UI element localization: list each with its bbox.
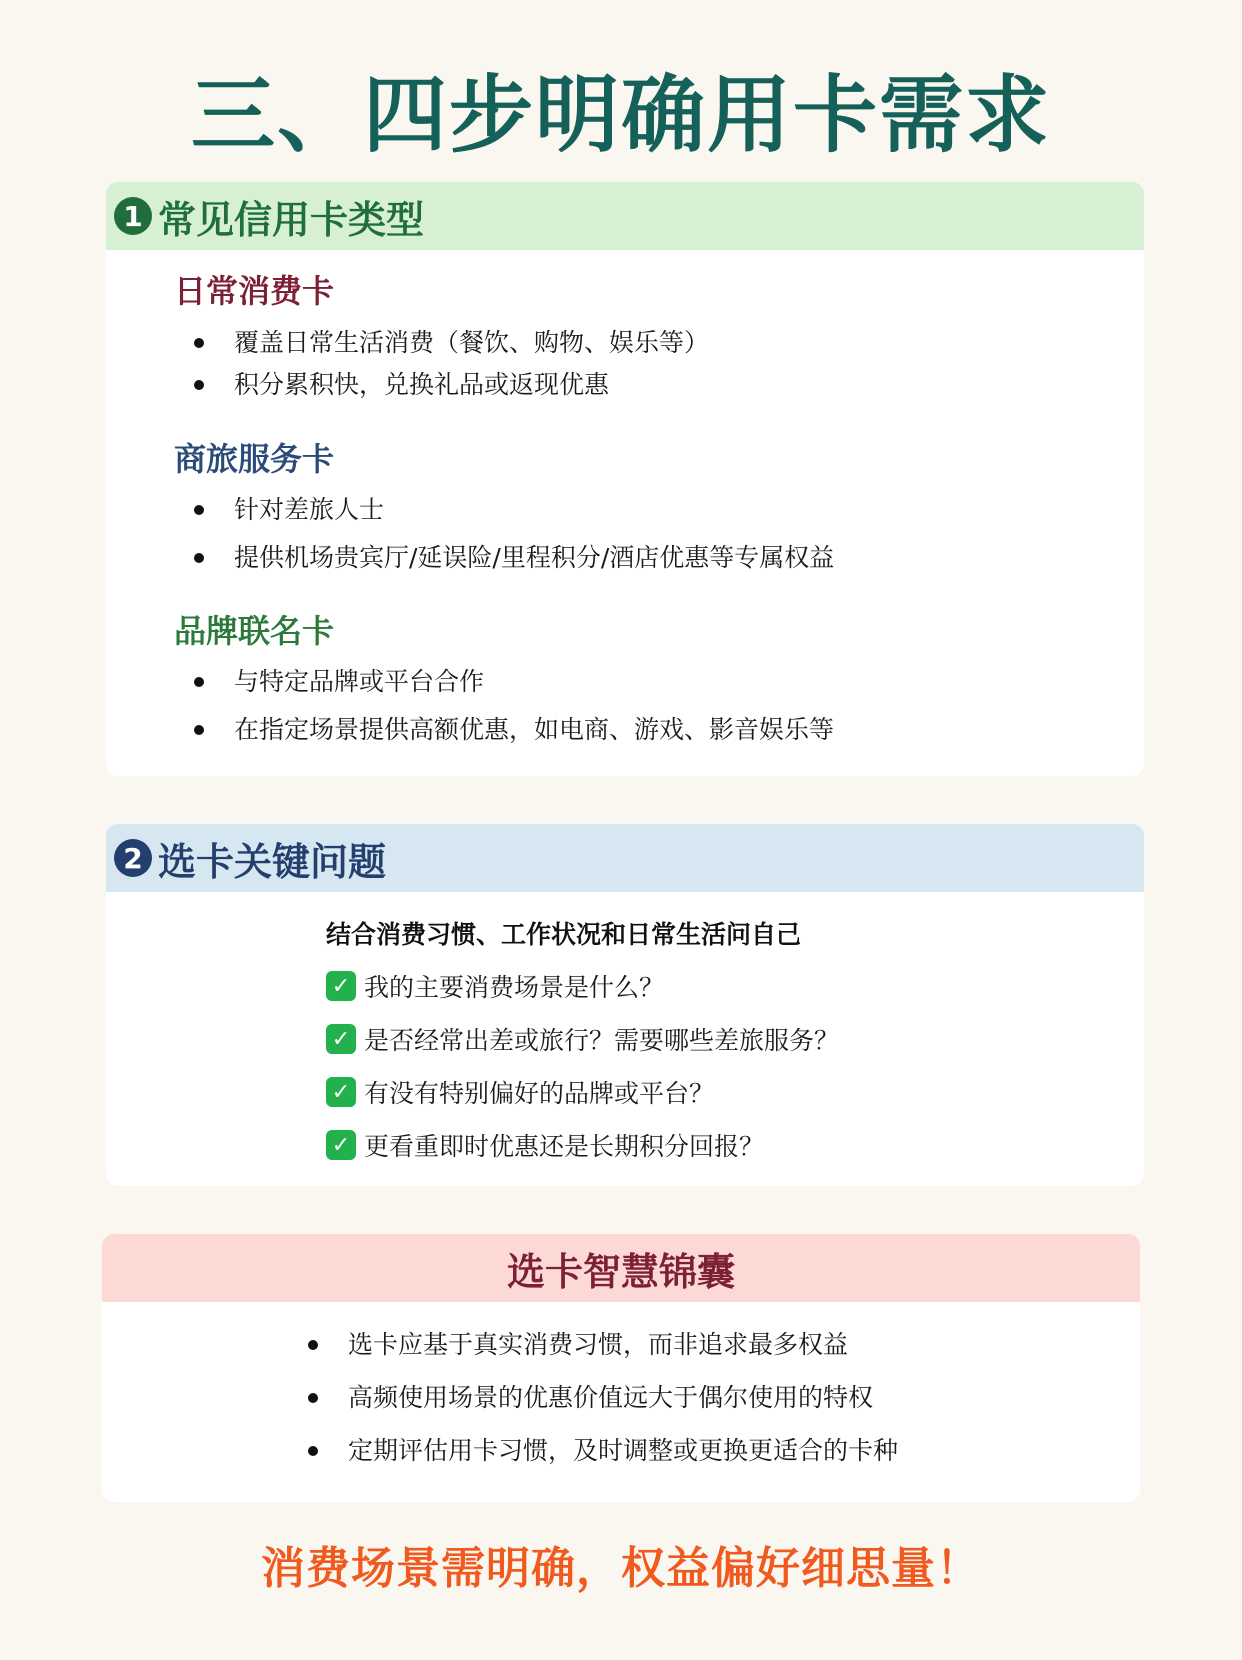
card-group	[106, 434, 834, 582]
question-text: 我的主要消费场景是什么？	[364, 973, 665, 1002]
question-item	[326, 960, 839, 1012]
key-questions-section	[106, 824, 1144, 1186]
check-icon: ✓	[326, 971, 356, 1001]
list-item: 覆盖日常生活消费（餐饮、购物、娱乐等）	[188, 322, 709, 364]
card-group-title: 商旅服务卡	[174, 440, 335, 478]
list-item: 在指定场景提供高额优惠，如电商、游戏、影音娱乐等	[188, 706, 834, 754]
tips-heading: 选卡智慧锦囊	[506, 1249, 735, 1294]
question-item	[326, 1118, 839, 1172]
tips-header	[102, 1234, 1140, 1302]
tip-item: 选卡应基于真实消费习惯，而非追求最多权益	[302, 1318, 898, 1371]
list-item: 与特定品牌或平台合作	[188, 658, 834, 706]
card-group-title: 日常消费卡	[174, 272, 335, 310]
check-icon: ✓	[326, 1024, 356, 1054]
section-header	[106, 824, 1144, 892]
section-header	[106, 182, 1144, 250]
question-text: 更看重即时优惠还是长期积分回报？	[364, 1132, 765, 1161]
card-group	[106, 266, 709, 406]
card-group-title: 品牌联名卡	[174, 612, 335, 650]
number-badge: 2	[114, 839, 152, 877]
section-heading: 常见信用卡类型	[158, 197, 425, 242]
question-item	[326, 1012, 839, 1066]
question-item	[326, 1066, 839, 1118]
card-types-section	[106, 182, 1144, 776]
page-title: 三、四步明确用卡需求	[190, 66, 1051, 164]
questions-intro: 结合消费习惯、工作状况和日常生活问自己	[326, 920, 802, 949]
card-group	[106, 606, 834, 754]
section-heading: 选卡关键问题	[158, 839, 387, 884]
list-item: 积分累积快，兑换礼品或返现优惠	[188, 364, 709, 406]
number-badge: 1	[114, 197, 152, 235]
slogan: 消费场景需明确，权益偏好细思量！	[261, 1543, 981, 1594]
tip-item: 高频使用场景的优惠价值远大于偶尔使用的特权	[302, 1371, 898, 1424]
tips-section	[102, 1234, 1140, 1502]
question-text: 有没有特别偏好的品牌或平台？	[364, 1079, 715, 1108]
check-icon: ✓	[326, 1130, 356, 1160]
list-item: 提供机场贵宾厅/延误险/里程积分/酒店优惠等专属权益	[188, 534, 834, 582]
tip-item: 定期评估用卡习惯，及时调整或更换更适合的卡种	[302, 1424, 898, 1477]
question-text: 是否经常出差或旅行？需要哪些差旅服务？	[364, 1026, 840, 1055]
list-item: 针对差旅人士	[188, 486, 834, 534]
check-icon: ✓	[326, 1077, 356, 1107]
